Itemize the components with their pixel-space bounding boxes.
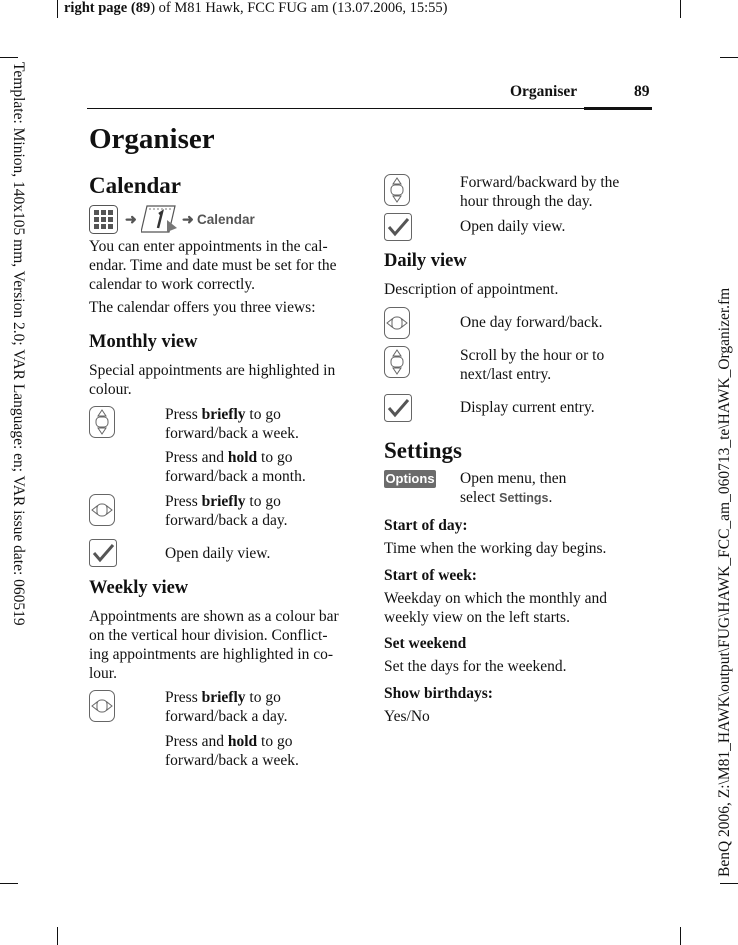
nav-key-updown-icon <box>89 406 115 438</box>
nav-key-updown-icon <box>384 346 410 378</box>
print-info-page: 89 <box>135 0 151 16</box>
settings-menu-instruction: Open menu, then select Settings. <box>460 469 650 508</box>
page-title: Organiser <box>89 123 215 155</box>
text-line: calendar to work correctly. <box>89 276 255 293</box>
text-line: colour. <box>89 381 132 398</box>
setting-title: Show birthdays: <box>384 685 493 702</box>
calendar-menu-label: Calendar <box>197 212 255 227</box>
weekly-row-open: Open daily view. <box>460 218 566 235</box>
setting-title: Set weekend <box>384 635 467 652</box>
settings-heading: Settings <box>384 438 462 463</box>
text-line: Appointments are shown as a colour bar <box>89 608 339 625</box>
monthly-view-heading: Monthly view <box>89 332 198 352</box>
crop-mark <box>680 0 681 18</box>
weekly-row-hold: Press and hold to go forward/back a week. <box>165 733 299 769</box>
settings-menu-item: Settings <box>499 491 549 505</box>
crop-mark <box>680 927 681 945</box>
text-line: ing appointments are highlighted in co- <box>89 646 334 663</box>
text-line: lour. <box>89 665 117 682</box>
options-softkey[interactable]: Options <box>385 471 435 486</box>
weekly-row-hour <box>460 173 650 211</box>
calendar-views-intro: The calendar offers you three views: <box>89 299 316 316</box>
left-template-info <box>9 62 27 626</box>
nav-key-leftright-icon <box>89 690 115 722</box>
text-line: next/last entry. <box>460 366 552 383</box>
setting-desc: Time when the working day begins. <box>384 540 607 557</box>
nav-key-leftright-icon <box>384 307 410 339</box>
nav-key-leftright-icon <box>89 494 115 526</box>
crop-mark <box>720 57 738 58</box>
monthly-row-day: Press briefly to go forward/back a day. <box>165 493 288 529</box>
weekly-view-heading: Weekly view <box>89 578 189 598</box>
daily-row-display: Display current entry. <box>460 399 595 416</box>
header-rule <box>87 108 652 109</box>
setting-title: Start of week: <box>384 567 477 584</box>
text-line: Forward/backward by the <box>460 174 620 191</box>
right-file-text: BenQ 2006, Z:\M81_HAWK\output\FUG\HAWK_FCC_am_060713_te\HAWK_Organizer.fm <box>716 287 733 877</box>
monthly-row-hold: Press and hold to go forward/back a month. <box>165 449 306 485</box>
nav-arrow-icon: ➜ <box>125 211 137 227</box>
calendar-heading: Calendar <box>89 173 181 198</box>
text-line: You can enter appointments in the cal- <box>89 238 328 255</box>
daily-view-heading: Daily view <box>384 251 467 271</box>
crop-mark <box>57 927 58 945</box>
check-key-icon <box>89 539 117 567</box>
text-line: on the vertical hour division. Conflict- <box>89 627 328 644</box>
nav-key-updown-icon <box>384 174 410 206</box>
print-info-line <box>64 0 447 17</box>
weekly-view-desc <box>89 607 359 683</box>
header-rule-accent <box>584 107 652 110</box>
daily-view-desc: Description of appointment. <box>384 281 559 298</box>
crop-mark <box>0 883 18 884</box>
menu-grid-icon <box>89 205 118 234</box>
setting-title: Start of day: <box>384 517 468 534</box>
nav-arrow-icon: ➜ <box>182 211 194 227</box>
text-line: Special appointments are highlighted in <box>89 362 336 379</box>
setting-desc: Set the days for the weekend. <box>384 658 567 675</box>
calendar-intro <box>89 237 359 294</box>
monthly-view-desc <box>89 361 359 399</box>
calendar-nav-path <box>89 205 269 235</box>
print-info-prefix: right page ( <box>64 0 136 16</box>
crop-mark <box>720 883 738 884</box>
setting-desc: Yes/No <box>384 708 430 725</box>
check-key-icon <box>384 394 412 422</box>
calendar-icon <box>141 202 179 234</box>
left-template-text: Template: Minion, 140x105 mm, Version 2.0; VAR Language: en; VAR issue date: 060519 <box>10 62 27 626</box>
crop-mark <box>0 57 18 58</box>
text-line: hour through the day. <box>460 193 593 210</box>
print-info-suffix: ) of M81 Hawk, FCC FUG am (13.07.2006, 15:55) <box>150 0 448 16</box>
daily-row-scroll <box>460 346 650 384</box>
setting-desc: Weekday on which the monthly and weekly view on the left starts. <box>384 590 608 626</box>
right-file-info <box>716 288 734 877</box>
weekly-row-brief: Press briefly to go forward/back a day. <box>165 689 288 725</box>
text-line: endar. Time and date must be set for the <box>89 257 337 274</box>
text-line: Open menu, then <box>460 470 567 487</box>
monthly-row-open: Open daily view. <box>165 545 271 562</box>
text-line: Scroll by the hour or to <box>460 347 605 364</box>
monthly-row-brief: Press briefly to go forward/back a week. <box>165 406 299 442</box>
running-header-page: 89 <box>634 83 650 100</box>
crop-mark <box>57 0 58 18</box>
daily-row-day: One day forward/back. <box>460 314 603 331</box>
running-header-section: Organiser <box>510 83 578 100</box>
check-key-icon <box>384 213 412 241</box>
